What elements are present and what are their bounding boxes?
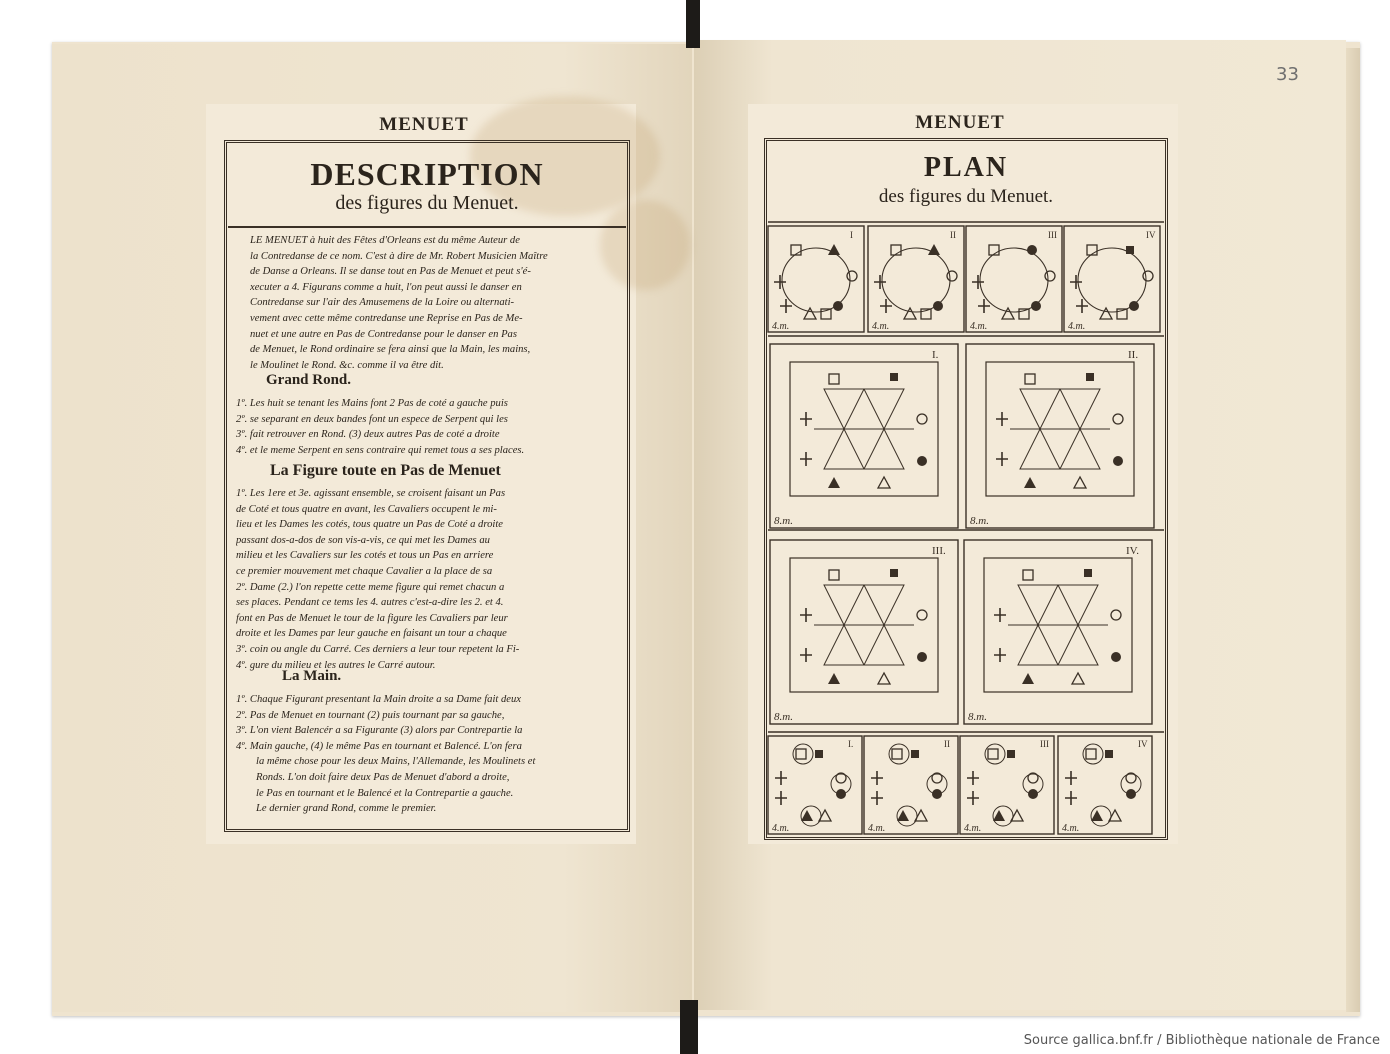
dancer-filled-square-icon	[1007, 750, 1015, 758]
text-line: la Contredanse de ce nom. C'est à dire de Mr. Robert Musicien Maître	[250, 250, 548, 262]
dancer-cross-icon	[800, 452, 812, 466]
text-line: 4º. Main gauche, (4) le même Pas en tournant et Balencé. L'on fera	[236, 740, 522, 752]
dancer-circle-icon	[917, 610, 927, 620]
dancer-cross-icon	[774, 275, 786, 289]
text-line: 3º. L'on vient Balencér a sa Figurante (3) alors par Contrepartie la	[236, 725, 523, 737]
dancer-cross-icon	[996, 412, 1008, 426]
dancer-filled-square-icon	[890, 373, 898, 381]
section-heading-grand-rond: Grand Rond.	[266, 372, 352, 388]
panel-number: II.	[1128, 349, 1139, 361]
folio-number: 33	[1276, 64, 1299, 85]
dancer-circle-icon	[1111, 610, 1121, 620]
measure-label: 4.m.	[1062, 823, 1080, 834]
dancer-filled-triangle-icon	[1022, 673, 1034, 684]
crossing-path	[1018, 625, 1058, 665]
crossing-path	[1058, 585, 1098, 625]
dancer-filled-circle-icon	[1113, 456, 1123, 466]
dancer-cross-icon	[996, 452, 1008, 466]
dancer-cross-icon	[967, 791, 979, 805]
dancer-filled-circle-icon	[933, 301, 943, 311]
dancer-cross-icon	[800, 648, 812, 662]
dancer-cross-icon	[871, 771, 883, 785]
dancer-filled-triangle-icon	[828, 244, 840, 255]
dancer-square-icon	[892, 749, 902, 759]
measure-label: 4.m.	[772, 321, 790, 332]
dancer-filled-square-icon	[1105, 750, 1113, 758]
dancer-filled-circle-icon	[917, 652, 927, 662]
crossing-path	[1060, 429, 1100, 469]
dancer-circle-icon	[917, 414, 927, 424]
plan-panel	[770, 540, 958, 724]
dancer-filled-circle-icon	[1129, 301, 1139, 311]
crossing-path	[1060, 389, 1100, 429]
crossing-path	[1058, 625, 1098, 665]
dancer-square-icon	[1025, 374, 1035, 384]
section-heading-la-main: La Main.	[282, 668, 342, 684]
dancer-cross-icon	[972, 275, 984, 289]
measure-label: 4.m.	[964, 823, 982, 834]
dancer-filled-square-icon	[815, 750, 823, 758]
dancer-cross-icon	[800, 608, 812, 622]
dancer-filled-triangle-icon	[897, 810, 909, 821]
text-line: LE MENUET à huit des Fêtes d'Orleans est du même Auteur de	[250, 235, 520, 246]
panel-number: III	[1048, 230, 1057, 240]
measure-label: 4.m.	[970, 321, 988, 332]
text-line: lieu et les Dames les cotés, tous quatre un Pas de Coté a droite	[236, 519, 503, 531]
dancer-cross-icon	[874, 275, 886, 289]
dancer-triangle-icon	[878, 477, 890, 488]
crossing-path	[864, 625, 904, 665]
text-line: 3º. coin ou angle du Carré. Ces derniers a leur tour repetent la Fi-	[236, 643, 520, 655]
crossing-path	[824, 585, 864, 625]
text-line: 4º. et le meme Serpent en sens contraire qui remet tous a ses places.	[236, 444, 525, 456]
text-line: font en Pas de Menuet le tour de la figure les Cavaliers par leur	[236, 612, 508, 624]
dancer-filled-circle-icon	[1028, 789, 1038, 799]
dancer-filled-circle-icon	[1111, 652, 1121, 662]
crossing-path	[1020, 389, 1060, 429]
crossing-path	[824, 625, 864, 665]
dancer-cross-icon	[967, 771, 979, 785]
source-credit: Source gallica.bnf.fr / Bibliothèque nationale de France	[1023, 1033, 1380, 1048]
dancer-triangle-icon	[1074, 477, 1086, 488]
dancer-filled-circle-icon	[917, 456, 927, 466]
dancer-filled-triangle-icon	[993, 810, 1005, 821]
panel-number: I.	[848, 739, 854, 749]
plan-panel	[964, 540, 1152, 724]
text-line: passant dos-a-dos de son vis-a-vis, ce qui met les Dames au	[236, 534, 490, 546]
dancer-cross-icon	[1065, 791, 1077, 805]
text-line: 1º. Les huit se tenant les Mains font 2 Pas de coté a gauche puis	[236, 398, 508, 409]
dancer-triangle-icon	[804, 308, 816, 319]
dancer-filled-triangle-icon	[828, 673, 840, 684]
dancer-cross-icon	[1070, 275, 1082, 289]
text-line: 2º. Pas de Menuet en tournant (2) puis tournant par sa gauche,	[236, 709, 505, 721]
dancer-square-icon	[829, 374, 839, 384]
dancer-circle-icon	[947, 271, 957, 281]
dancer-circle-icon	[1045, 271, 1055, 281]
text-line: vement avec cette même contredanse une Reprise en Pas de Me-	[250, 312, 523, 324]
text-line: 2º. Dame (2.) l'on repette cette meme figure qui remet chacun a	[236, 581, 505, 593]
measure-label: 4.m.	[772, 823, 790, 834]
section-heading-la-figure: La Figure toute en Pas de Menuet	[270, 462, 501, 479]
measure-label: 4.m.	[868, 823, 886, 834]
text-line: 2º. se separant en deux bandes font un espece de Serpent qui les	[236, 413, 508, 425]
dancer-cross-icon	[775, 791, 787, 805]
right-running-head: MENUET	[915, 112, 1005, 133]
panel-number: IV.	[1126, 545, 1139, 557]
dancer-filled-circle-icon	[1031, 301, 1041, 311]
dancer-triangle-icon	[1072, 673, 1084, 684]
dancer-filled-triangle-icon	[828, 477, 840, 488]
panel-number: III.	[932, 545, 946, 557]
dancer-filled-circle-icon	[1126, 789, 1136, 799]
text-line: milieu et les Cavaliers sur les cotés et tous un Pas en arriere	[236, 550, 494, 562]
text-line: le Moulinet le Rond. &c. comme il va être dit.	[250, 359, 444, 371]
dancer-circle-icon	[847, 271, 857, 281]
dancer-cross-icon	[871, 791, 883, 805]
dancer-filled-square-icon	[1084, 569, 1092, 577]
text-line: 3º. fait retrouver en Rond. (3) deux autres Pas de coté a droite	[236, 429, 500, 441]
crossing-path	[1018, 585, 1058, 625]
measure-label: 8.m.	[970, 515, 989, 527]
text-line: Ronds. L'on doit faire deux Pas de Menuet d'abord a droite,	[256, 771, 510, 783]
dancer-filled-square-icon	[1126, 246, 1134, 254]
crossing-path	[1020, 429, 1060, 469]
panel-number: II	[950, 230, 956, 240]
measure-label: 8.m.	[774, 711, 793, 723]
text-line: de Coté et tous quatre en avant, les Cavaliers occupent le mi-	[236, 503, 497, 515]
measure-label: 4.m.	[872, 321, 890, 332]
dancer-circle-icon	[1113, 414, 1123, 424]
plan-panel	[966, 344, 1154, 528]
plan-title: PLAN	[923, 152, 1009, 183]
crossing-path	[824, 429, 864, 469]
text-line: 1º. Chaque Figurant presentant la Main droite a sa Dame fait deux	[236, 694, 521, 705]
measure-label: 4.m.	[1068, 321, 1086, 332]
dancer-cross-icon	[994, 648, 1006, 662]
text-line: de Menuet, le Rond ordinaire se fera ainsi que la Main, les mains,	[250, 344, 531, 356]
dancer-filled-square-icon	[890, 569, 898, 577]
plan-panel	[770, 344, 958, 528]
text-line: droite et les Dames par leur gauche en faisant un tour a chaque	[236, 628, 507, 640]
text-line: xecuter a 4. Figurans comme a huit, l'on peut aussi le danser en	[250, 281, 522, 293]
dancer-filled-circle-icon	[833, 301, 843, 311]
dancer-filled-square-icon	[911, 750, 919, 758]
dancer-triangle-icon	[878, 673, 890, 684]
measure-label: 8.m.	[968, 711, 987, 723]
panel-number: I.	[932, 349, 939, 361]
left-running-head: MENUET	[379, 114, 469, 135]
plan-subtitle: des figures du Menuet.	[878, 186, 1054, 207]
text-line: nuet et une autre en Pas de Contredanse pour le danser en Pas	[250, 328, 517, 340]
text-line: Contredanse sur l'air des Amusemens de la Loire ou alternati-	[250, 297, 515, 309]
text-line: ses places. Pendant ce tems les 4. autres c'est-a-dire les 2. et 4.	[236, 597, 504, 609]
dancer-triangle-icon	[1100, 308, 1112, 319]
panel-number: IV	[1146, 230, 1156, 240]
dancer-triangle-icon	[1002, 308, 1014, 319]
panel-number: I	[850, 230, 853, 240]
dancer-triangle-icon	[904, 308, 916, 319]
dancer-square-icon	[829, 570, 839, 580]
dancer-square-icon	[1086, 749, 1096, 759]
text-line: Le dernier grand Rond, comme le premier.	[256, 803, 437, 815]
text-line: 4º. gure du milieu et les autres le Carré autour.	[236, 659, 436, 671]
dancer-filled-triangle-icon	[1024, 477, 1036, 488]
dancer-circle-icon	[1143, 271, 1153, 281]
panel-number: III	[1040, 739, 1049, 749]
description-subtitle: des figures du Menuet.	[335, 192, 519, 214]
measure-label: 8.m.	[774, 515, 793, 527]
crossing-path	[864, 429, 904, 469]
dancer-filled-square-icon	[1086, 373, 1094, 381]
dancer-cross-icon	[1065, 771, 1077, 785]
dancer-filled-circle-icon	[836, 789, 846, 799]
text-line: de Danse a Orleans. Il se danse tout en Pas de Menuet et peut s'é-	[250, 266, 531, 278]
text-line: 1º. Les 1ere et 3e. agissant ensemble, se croisent faisant un Pas	[236, 488, 506, 499]
dancer-filled-circle-icon	[932, 789, 942, 799]
panel-number: II	[944, 739, 950, 749]
dancer-square-icon	[1023, 570, 1033, 580]
dancer-cross-icon	[775, 771, 787, 785]
panel-number: IV	[1138, 739, 1148, 749]
dancer-square-icon	[988, 749, 998, 759]
dancer-filled-triangle-icon	[1091, 810, 1103, 821]
description-title: DESCRIPTION	[310, 156, 544, 192]
crossing-path	[824, 389, 864, 429]
dancer-filled-triangle-icon	[801, 810, 813, 821]
text-line: ce premier mouvement met chaque Cavalier a la place de sa	[236, 565, 493, 577]
dancer-filled-circle-icon	[1027, 245, 1037, 255]
text-line: la même chose pour les deux Mains, l'Allemande, les Moulinets et	[256, 756, 536, 768]
dancer-filled-triangle-icon	[928, 244, 940, 255]
crossing-path	[864, 585, 904, 625]
crossing-path	[864, 389, 904, 429]
dancer-square-icon	[796, 749, 806, 759]
dancer-cross-icon	[994, 608, 1006, 622]
dancer-cross-icon	[800, 412, 812, 426]
text-line: le Pas en tournant et le Balencé et la Contrepartie a gauche.	[256, 787, 514, 799]
